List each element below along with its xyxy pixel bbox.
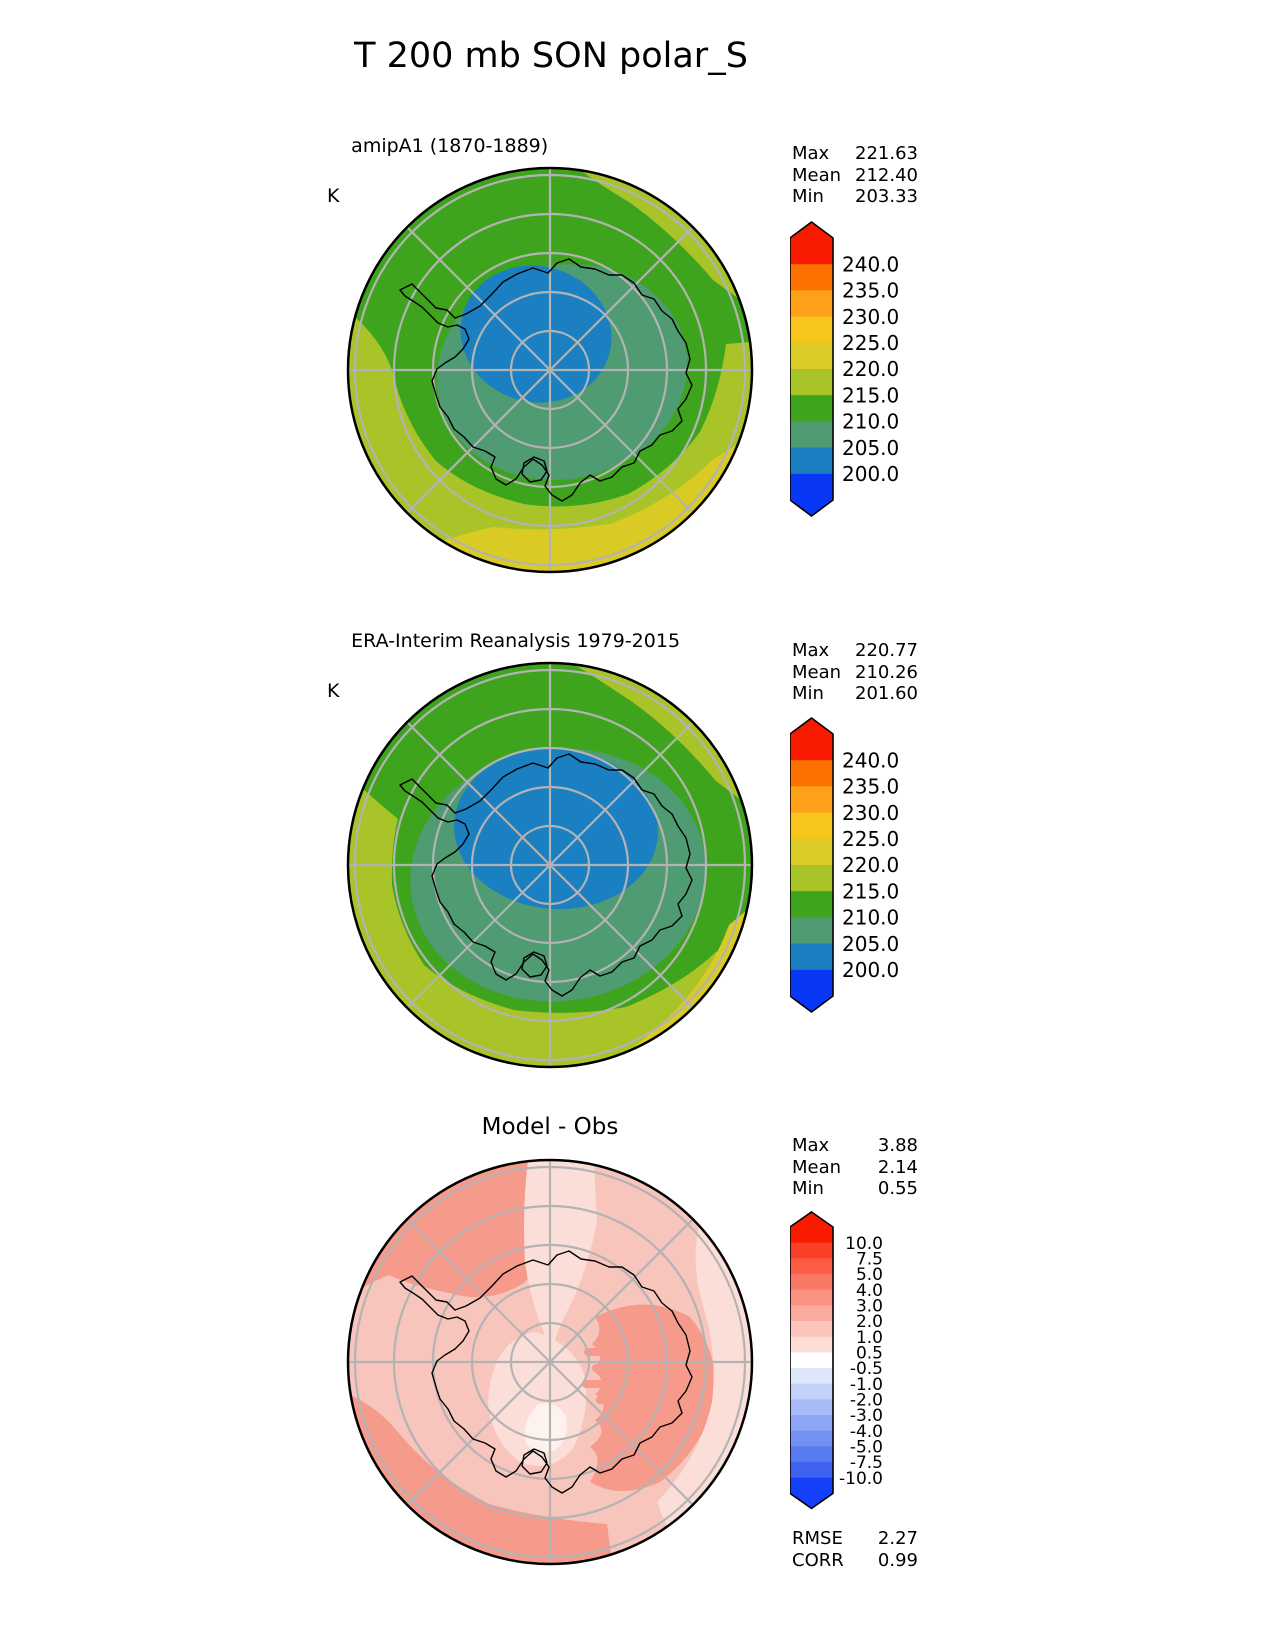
colorbar-bottom-arrow	[790, 1492, 833, 1508]
colorbar-tick: 10.0	[845, 1233, 883, 1254]
colorbar-tick: -0.5	[849, 1359, 883, 1380]
colorbar-segment	[790, 1227, 833, 1243]
stat-label: Max	[792, 143, 830, 164]
panel2-colorbar	[790, 717, 950, 1019]
colorbar-segment	[790, 1399, 833, 1415]
stat-row	[792, 1135, 918, 1157]
colorbar-tick: 220.0	[842, 853, 900, 878]
colorbar-bottom-arrow	[790, 499, 833, 516]
colorbar-scale	[790, 717, 950, 1015]
panel1-stats	[792, 143, 918, 208]
colorbar-tick: 230.0	[842, 800, 900, 825]
colorbar-segment	[790, 917, 833, 944]
stat-row	[792, 683, 918, 705]
colorbar-tick: 240.0	[842, 252, 900, 277]
colorbar-tick: 200.0	[842, 958, 900, 982]
colorbar-segment	[790, 1478, 833, 1494]
stat-value: 0.55	[877, 1178, 918, 1200]
colorbar-segment	[790, 1415, 833, 1431]
panel3-title: Model - Obs	[481, 1114, 619, 1140]
colorbar-tick: 210.0	[842, 905, 900, 930]
stat-label: Max	[792, 1135, 830, 1156]
colorbar-top-arrow	[790, 222, 833, 239]
colorbar-segment	[790, 1305, 833, 1321]
colorbar-segment	[790, 395, 833, 422]
colorbar-segment	[790, 760, 833, 787]
stat-row	[792, 1178, 918, 1200]
colorbar-tick: 230.0	[842, 304, 900, 329]
colorbar-segment	[790, 944, 833, 971]
stat-row	[792, 1157, 918, 1179]
colorbar-tick: 225.0	[842, 331, 900, 355]
map-model	[343, 163, 757, 577]
stat-label: CORR	[792, 1549, 844, 1571]
stat-row	[792, 186, 918, 208]
colorbar-segment	[790, 1258, 833, 1274]
stat-label: Min	[792, 1178, 824, 1200]
colorbar-tick: -5.0	[849, 1437, 883, 1458]
colorbar-tick: 240.0	[842, 748, 900, 773]
stat-label: Max	[792, 640, 830, 661]
colorbar-tick: 2.0	[855, 1312, 883, 1333]
colorbar-segment	[790, 813, 833, 840]
figure-title: T 200 mb SON polar_S	[354, 36, 748, 76]
stat-value: 2.14	[877, 1156, 918, 1178]
colorbar-tick: 205.0	[842, 931, 900, 956]
colorbar-tick: 215.0	[842, 879, 900, 904]
colorbar-scale	[790, 221, 950, 519]
colorbar-tick: -2.0	[849, 1390, 883, 1411]
panel2-dataset-label: ERA-Interim Reanalysis 1979-2015	[351, 630, 681, 652]
stat-value: 3.88	[877, 1135, 918, 1156]
colorbar-tick: 4.0	[855, 1280, 883, 1301]
colorbar-segment	[790, 865, 833, 892]
stat-label: Min	[792, 186, 824, 208]
colorbar-segment	[790, 290, 833, 317]
stat-value: 203.33	[855, 186, 918, 208]
colorbar-tick: 210.0	[842, 409, 900, 434]
colorbar-segment	[790, 448, 833, 475]
colorbar-segment	[790, 734, 833, 761]
colorbar-segment	[790, 1274, 833, 1290]
panel1-units-label: K	[327, 185, 340, 207]
stat-value: 210.26	[855, 661, 918, 683]
colorbar-tick: -3.0	[849, 1406, 883, 1427]
colorbar-bottom-arrow	[790, 995, 833, 1012]
colorbar-tick: 235.0	[842, 774, 900, 799]
stat-label: RMSE	[792, 1528, 843, 1549]
stat-row	[792, 662, 918, 684]
panel3-metrics	[792, 1528, 918, 1571]
colorbar-segment	[790, 1462, 833, 1478]
panel1-dataset-label: amipA1 (1870-1889)	[351, 135, 549, 157]
stat-row	[792, 143, 918, 165]
panel2-units-label: K	[327, 680, 340, 702]
colorbar-segment	[790, 839, 833, 866]
colorbar-scale	[790, 1211, 950, 1512]
stat-label: Min	[792, 683, 824, 705]
stat-row	[792, 640, 918, 662]
colorbar-tick: -7.5	[849, 1453, 883, 1474]
colorbar-tick: 220.0	[842, 357, 900, 382]
stat-value: 220.77	[855, 640, 918, 661]
colorbar-segment	[790, 1384, 833, 1400]
panel1-colorbar	[790, 221, 950, 523]
stat-row	[792, 165, 918, 187]
colorbar-tick: 200.0	[842, 462, 900, 486]
stat-value: 0.99	[877, 1549, 918, 1571]
stat-value: 201.60	[855, 683, 918, 705]
stat-label: Mean	[792, 661, 842, 683]
colorbar-tick: 3.0	[855, 1296, 883, 1317]
colorbar-top-arrow	[790, 718, 833, 735]
map-reanalysis	[343, 658, 757, 1072]
colorbar-tick: 5.0	[855, 1265, 883, 1286]
colorbar-top-arrow	[790, 1212, 833, 1228]
colorbar-tick: 0.5	[855, 1343, 883, 1364]
stat-row	[792, 1528, 918, 1550]
colorbar-segment	[790, 238, 833, 265]
colorbar-tick: 235.0	[842, 278, 900, 303]
colorbar-segment	[790, 421, 833, 448]
stat-row	[792, 1550, 918, 1572]
colorbar-segment	[790, 1290, 833, 1306]
colorbar-segment	[790, 1337, 833, 1353]
colorbar-tick: 7.5	[855, 1249, 883, 1270]
colorbar-tick: 1.0	[855, 1327, 883, 1348]
colorbar-tick: 205.0	[842, 435, 900, 460]
colorbar-segment	[790, 317, 833, 344]
colorbar-segment	[790, 474, 833, 501]
stat-value: 212.40	[855, 164, 918, 186]
stat-label: Mean	[792, 1156, 842, 1178]
colorbar-segment	[790, 369, 833, 396]
colorbar-tick: 225.0	[842, 827, 900, 851]
colorbar-segment	[790, 1368, 833, 1384]
colorbar-tick: -1.0	[849, 1374, 883, 1395]
panel3-colorbar	[790, 1211, 950, 1516]
panel2-stats	[792, 640, 918, 705]
colorbar-tick: -10.0	[839, 1468, 883, 1489]
colorbar-segment	[790, 1431, 833, 1447]
colorbar-segment	[790, 786, 833, 813]
stat-value: 221.63	[855, 143, 918, 164]
colorbar-segment	[790, 1243, 833, 1259]
colorbar-tick: -4.0	[849, 1421, 883, 1442]
colorbar-segment	[790, 891, 833, 918]
colorbar-segment	[790, 1321, 833, 1337]
stat-value: 2.27	[877, 1528, 918, 1549]
colorbar-segment	[790, 1352, 833, 1368]
map-difference	[343, 1155, 757, 1569]
colorbar-segment	[790, 343, 833, 370]
panel3-stats	[792, 1135, 918, 1200]
stat-label: Mean	[792, 164, 842, 186]
colorbar-segment	[790, 970, 833, 997]
colorbar-segment	[790, 264, 833, 291]
colorbar-tick: 215.0	[842, 383, 900, 408]
colorbar-segment	[790, 1446, 833, 1462]
